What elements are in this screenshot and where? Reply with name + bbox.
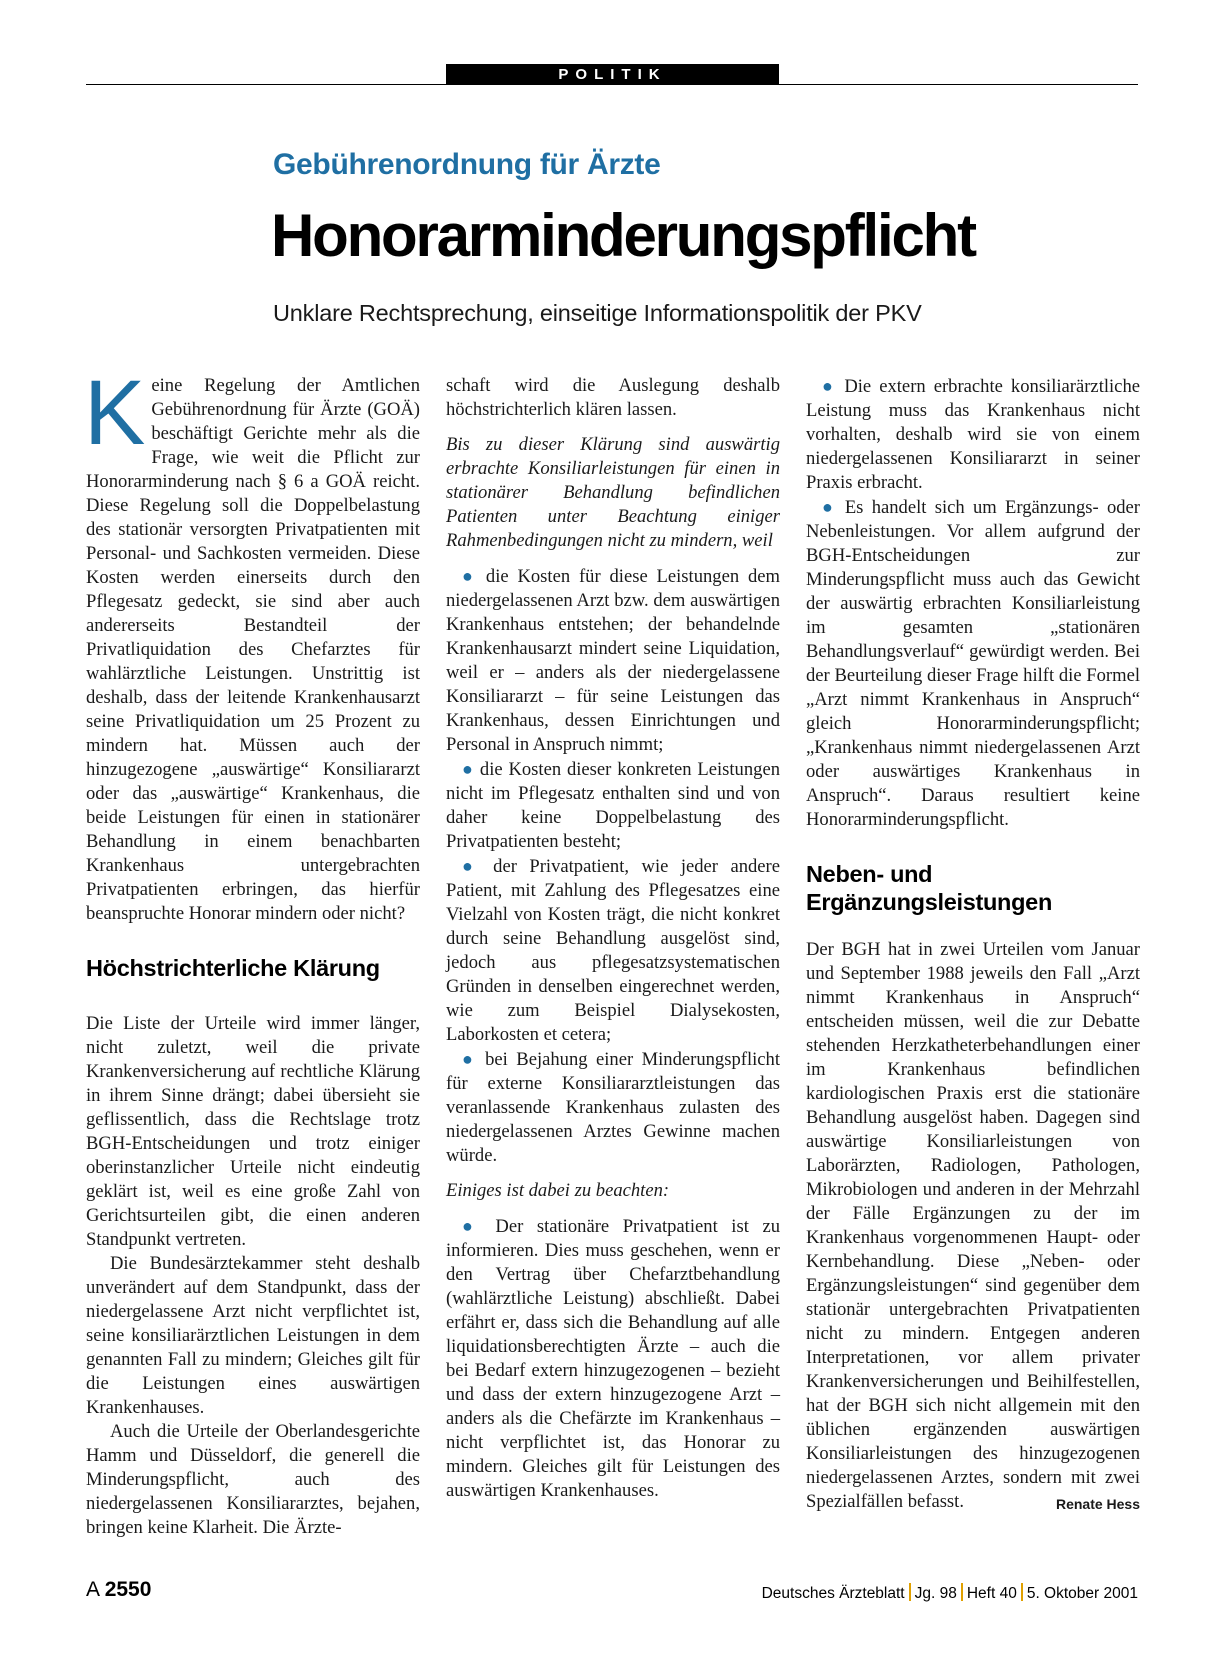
bullet-icon: ● — [462, 566, 478, 586]
bullet-item: ● der Privatpatient, wie jeder andere Patient, mit Zahlung des Pflegesatzes eine Vielzahl von Kosten trägt, die nicht konkret durch seine Behandlung ausgelöst sind, jedoch aus pflegesatzsystematischen Gründen in denselben eingerechnet werden, wie zum Beispiel Dialysekosten, Laborkosten et cetera; — [446, 856, 780, 1045]
bullet-item: ● die Kosten für diese Leistungen dem niedergelassenen Arzt bzw. dem auswärtigen Krankenhaus entstehen; der behandelnde Krankenhausarzt mindert seine Liquidation, weil er – anders als der niedergelassene Konsiliararzt – für seine Leistungen das Krankenhaus, dessen Einrichtungen und Personal in Anspruch nimmt; — [446, 566, 780, 755]
column-2 — [446, 374, 780, 1503]
italic-lead: Bis zu dieser Klärung sind auswärtig erbrachte Konsiliarleistungen für einen in stationärer Behandlung befindlichen Patienten unter Beachtung einiger Rahmenbedingungen nicht zu mindern, weil — [446, 434, 780, 551]
body-paragraph: Die Bundesärztekammer steht deshalb unverändert auf dem Standpunkt, dass der niedergelassene Arzt nicht verpflichtet ist, seine konsiliarärztlichen Leistungen in dem genannten Fall zu mindern; Gleiches gilt für die Leistungen eines auswärtigen Krankenhauses. — [86, 1253, 420, 1418]
section-tag: POLITIK — [446, 64, 779, 85]
column-3 — [806, 374, 1140, 1516]
body-paragraph: Auch die Urteile der Oberlandesgerichte Hamm und Düsseldorf, die generell die Minderungspflicht, auch des niedergelassenen Konsiliararztes, bejahen, bringen keine Klarheit. Die Ärzte- — [86, 1421, 420, 1538]
publication-info — [762, 1583, 1138, 1603]
intro-paragraph — [84, 362, 420, 926]
volume: Jg. 98 — [914, 1585, 957, 1602]
bullet-icon: ● — [462, 1216, 482, 1236]
italic-lead: Einiges ist dabei zu beachten: — [446, 1180, 670, 1201]
separator — [909, 1583, 911, 1601]
issue: Heft 40 — [966, 1585, 1017, 1602]
bullet-item: ● die Kosten dieser konkreten Leistungen nicht im Pflegesatz enthalten sind und von daher keine Doppelbelastung des Privatpatienten besteht; — [446, 759, 780, 852]
page-number: A 2550 — [86, 1578, 152, 1601]
date: 5. Oktober 2001 — [1026, 1585, 1138, 1602]
body-paragraph: schaft wird die Auslegung deshalb höchstrichterlich klären lassen. — [446, 375, 780, 420]
article-subline: Unklare Rechtsprechung, einseitige Informationspolitik der PKV — [273, 300, 922, 326]
bullet-item: ● Der stationäre Privatpatient ist zu informieren. Dies muss geschehen, wenn er den Vertrag über Chefarztbehandlung (wahlärztliche Leistung) abschließt. Dabei erfährt er, dass sich die Behandlung auf alle liquidationsberechtigten Ärzte – auch die bei Bedarf extern hinzugezogenen – bezieht und dass der extern hinzugezogene Arzt – anders als die Chefärzte im Krankenhaus – nicht verpflichtet ist, das Honorar zu mindern. Gleiches gilt für Leistungen des auswärtigen Krankenhauses. — [446, 1216, 781, 1501]
author-name: Renate Hess — [1055, 1496, 1140, 1512]
bullet-item: ● Es handelt sich um Ergänzungs- oder Nebenleistungen. Vor allem aufgrund der BGH-Entscheidungen zur Minderungspflicht muss auch das Gewicht der auswärtig erbrachten Konsiliarleistung im gesamten „stationären Behandlungsverlauf“ gewürdigt werden. Bei der Beurteilung dieser Frage hilft die Formel „Arzt nimmt Krankenhaus in Anspruch“ gleich Honorarminderungspflicht; „Krankenhaus nimmt niedergelassenen Arzt oder auswärtiges Krankenhaus in Anspruch“. Daraus resultiert keine Honorarminderungspflicht. — [806, 497, 1140, 830]
drop-cap: K — [84, 362, 146, 464]
bullet-icon: ● — [462, 856, 481, 876]
journal-name: Deutsches Ärzteblatt — [761, 1585, 905, 1602]
intro-text: eine Regelung der Amtlichen Gebührenordnung für Ärzte (GOÄ) beschäftigt Gerichte mehr als die Frage, wie weit die Pflicht zur Honorarminderung nach § 6 a GOÄ reicht. Diese Regelung soll die Doppelbelastung des stationär versorgten Privatpatienten mit Personal- und Sachkosten vermeiden. Diese Kosten werden einerseits durch den Pflegesatz gedeckt, sie sind aber auch andererseits Bestandteil der Privatliquidation des Chefarztes für wahlärztliche Leistungen. Unstrittig ist deshalb, dass der leitende Krankenhausarzt seine Privatliquidation um 25 Prozent zu mindern hat. Müssen auch der hinzugezogene „auswärtige“ Konsiliararzt oder das „auswärtige“ Krankenhaus, die beide Leistungen für einen in stationärer Behandlung in einem benachbarten Krankenhaus untergebrachten Privatpatienten erbringen, das hierfür beanspruchte Honorar mindern oder nicht? — [86, 375, 420, 924]
bullet-icon: ● — [462, 759, 475, 779]
body-paragraph: Die Liste der Urteile wird immer länger, nicht zuletzt, weil die private Krankenversicherung auf rechtliche Klärung in ihrem Sinne drängt; dabei übersieht sie geflissentlich, dass die Rechtslage trotz BGH-Entscheidungen und trotz einiger oberinstanzlicher Urteile nicht eindeutig geklärt ist, weil es eine große Zahl von Gerichtsurteilen gibt, die einen anderen Standpunkt vertreten. — [86, 1013, 420, 1250]
article-headline: Honorarminderungspflicht — [271, 202, 975, 269]
section-heading-2: Neben- und Ergänzungsleistungen — [806, 861, 1052, 915]
body-paragraph: Der BGH hat in zwei Urteilen vom Januar und September 1988 jeweils den Fall „Arzt nimmt Krankenhaus in Anspruch“ entscheiden müssen, weil die zur Debatte stehenden Herzkatheterbehandlungen einer im Krankenhaus befindlichen kardiologischen Praxis erst die stationäre Behandlung ausgelöst haben. Dagegen sind auswärtige Konsiliarleistungen von Laborärzten, Radiologen, Pathologen, Mikrobiologen und anderen in der Mehrzahl der Fälle Ergänzungen zu der im Krankenhaus vorgenommenen Haupt- oder Kernbehandlung. Diese „Neben- oder Ergänzungsleistungen“ sind gegenüber dem stationär untergebrachten Privatpatienten nicht zu mindern. Entgegen anderen Interpretationen, vor allem privater Krankenversicherungen und Beihilfestellen, hat der BGH sich nicht allgemein mit den üblichen ergänzenden auswärtigen Konsiliarleistungen des hinzugezogenen niedergelassenen Arztes, sondern mit zwei Spezialfällen befasst. Renate Hess — [806, 938, 1140, 1514]
bullet-item: ● Die extern erbrachte konsiliarärztliche Leistung muss das Krankenhaus nicht vorhalten, deshalb wird sie von einem niedergelassenen Konsiliararzt in seiner Praxis erbracht. — [806, 376, 1140, 493]
section-heading-1: Höchstrichterliche Klärung — [86, 955, 380, 981]
column-1 — [84, 362, 420, 1540]
article-kicker: Gebührenordnung für Ärzte — [273, 148, 661, 181]
bullet-icon: ● — [822, 497, 837, 517]
separator — [961, 1583, 963, 1601]
separator — [1021, 1583, 1023, 1601]
bullet-item: ● bei Bejahung einer Minderungspflicht für externe Konsiliararztleistungen das veranlassende Krankenhaus zulasten des niedergelassenen Arztes Gewinne machen würde. — [446, 1049, 780, 1166]
bullet-icon: ● — [462, 1049, 477, 1069]
bullet-icon: ● — [822, 376, 837, 396]
